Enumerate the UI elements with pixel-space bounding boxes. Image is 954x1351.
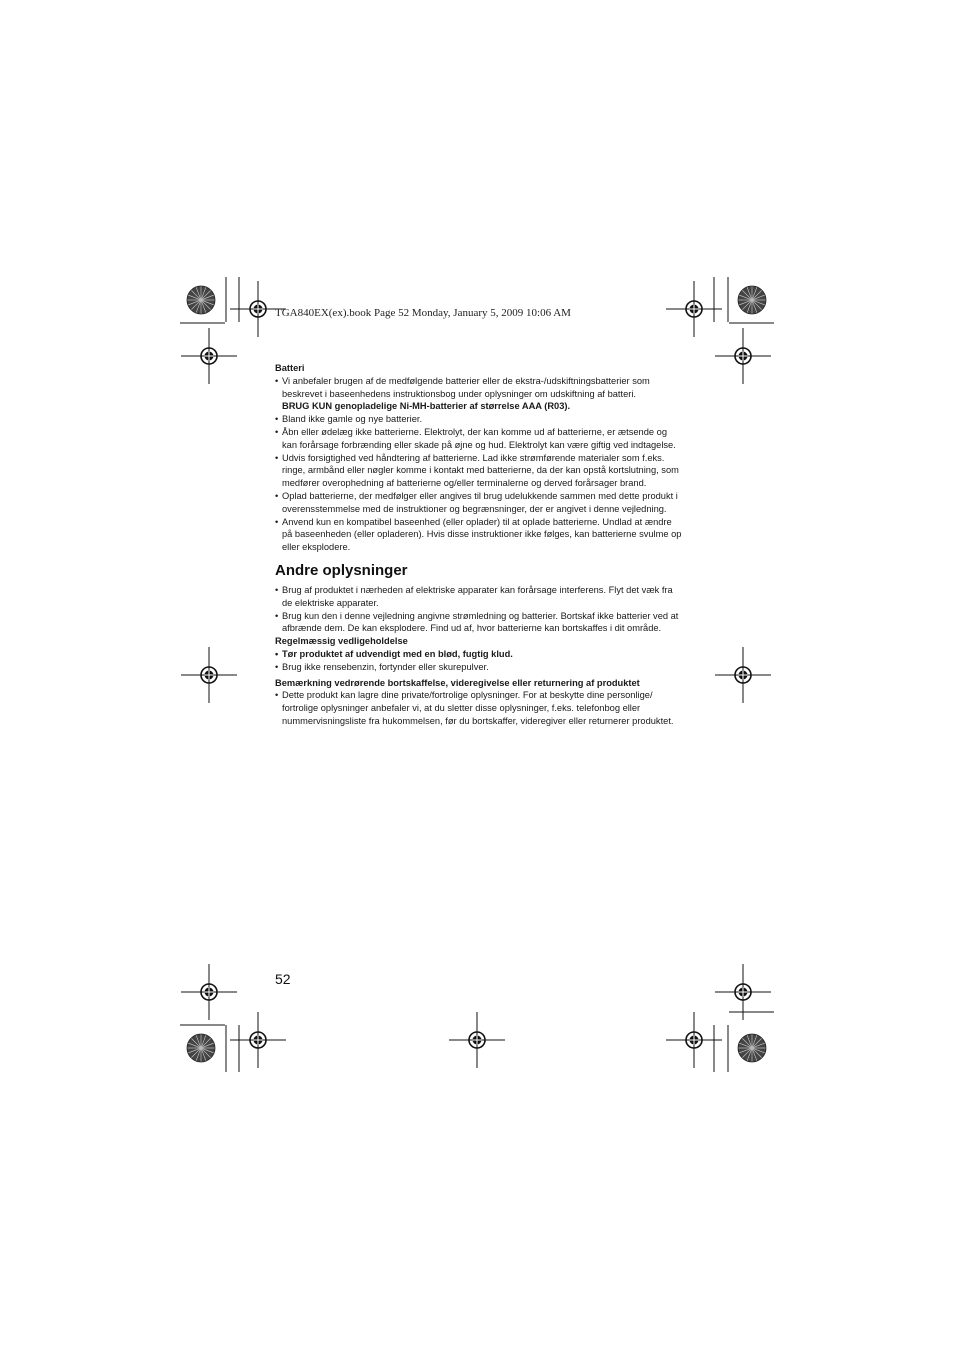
battery-warning: BRUG KUN genopladelige Ni-MH-batterier af størrelse AAA (R03). [282,401,571,412]
page-content [275,362,683,728]
list-item: • Oplad batterierne, der medfølger eller angives til brug udelukkende sammen med dette produkt i overensstemmelse med de instruktioner og begrænsninger, der er angivet i denne vejledning. [275,490,683,516]
color-bar-icon [187,1034,215,1062]
registration-mark-icon [181,964,237,1020]
list-item: • Åbn eller ødelæg ikke batterierne. Elektrolyt, der kan komme ud af batterierne, er ætsende og kan forårsage forbrænding eller skade på øjne og hud. Elektrolyt kan være giftig ved indtagelse. [275,426,683,452]
battery-title: Batteri [275,363,305,373]
battery-list [275,375,683,401]
list-item: • Brug af produktet i nærheden af elektriske apparater kan forårsage interferens. Flyt det væk fra de elektriske apparater. [275,584,683,610]
color-bar-icon [738,286,766,314]
battery-list-continued [275,413,683,554]
list-item: • Bland ikke gamle og nye batterier. [275,413,683,426]
section-heading: Andre oplysninger [275,561,408,579]
color-bar-icon [187,286,215,314]
registration-mark-icon [181,647,237,703]
registration-mark-icon [230,1012,286,1068]
list-item: • Tør produktet af udvendigt med en blød, fugtig klud. [275,648,683,661]
list-item: • Vi anbefaler brugen af de medfølgende batterier eller de ekstra-/udskiftningsbatterier som beskrevet i baseenhedens instruktionsbog under oplysninger om udskiftning af batteri. [275,375,683,401]
disposal-title: Bemærkning vedrørende bortskaffelse, videregivelse eller returnering af produktet [275,677,640,688]
print-header: TGA840EX(ex).book Page 52 Monday, January 5, 2009 10:06 AM [275,307,571,319]
list-item: • Brug kun den i denne vejledning angivne strømledning og batterier. Bortskaf ikke batterier ved at afbrænde dem. De kan eksplodere. Find ud af, hvor batterierne kan bortskaffes i dit område. [275,610,683,636]
maintenance-list [275,648,683,674]
list-item: • Dette produkt kan lagre dine private/fortrolige oplysninger. For at beskytte dine personlige/ fortrolige oplysninger anbefaler vi, at du sletter disse oplysninger, f.eks. telefonbog eller nummervisningsliste fra hukommelsen, før du bortskaffer, videregiver eller returnerer produktet. [275,689,683,727]
list-item: • Anvend kun en kompatibel baseenhed (eller oplader) til at oplade batterierne. Undlad at ændre på baseenheden (eller opladeren). Hvis disse instruktioner ikke følges, kan batterierne svulme op eller eksplodere. [275,516,683,554]
registration-mark-icon [715,328,771,384]
disposal-list [275,689,683,727]
page-number: 52 [275,971,291,987]
registration-mark-icon [449,1012,505,1068]
maintenance-title: Regelmæssig vedligeholdelse [275,636,408,647]
registration-mark-icon [181,328,237,384]
other-info-list [275,584,683,635]
list-item: • Udvis forsigtighed ved håndtering af batterierne. Lad ikke strømførende materialer som f.eks. ringe, armbånd eller nøgler komme i kontakt med batterierne, da der kan opstå kortslutning, som medfører overophedning af batterierne og/eller terminalerne og derved forårsager brand. [275,452,683,490]
color-bar-icon [738,1034,766,1062]
list-item: • Brug ikke rensebenzin, fortynder eller skurepulver. [275,661,683,674]
registration-mark-icon [715,647,771,703]
